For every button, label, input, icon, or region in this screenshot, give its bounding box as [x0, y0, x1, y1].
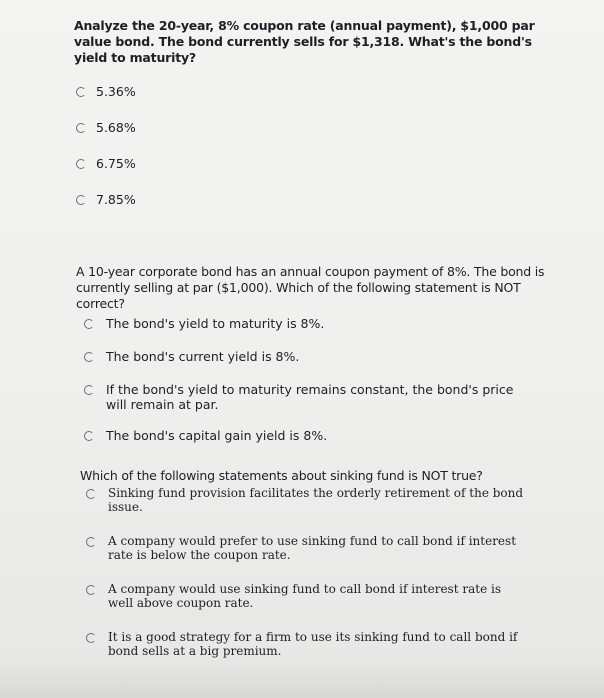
q1-option-4-label: 7.85% — [96, 192, 136, 207]
q1-option-3-label: 6.75% — [96, 156, 136, 171]
q3-option-2-label: A company would prefer to use sinking fund to call bond if interest rate is below the coupon rate. — [108, 534, 517, 562]
radio-icon[interactable] — [76, 123, 86, 133]
radio-icon[interactable] — [86, 489, 96, 499]
question-1-stem: Analyze the 20-year, 8% coupon rate (annual payment), $1,000 par value bond. The bond currently sells for $1,318. What's the bond's yield to maturity? — [74, 18, 535, 65]
q1-option-3[interactable] — [76, 156, 554, 192]
radio-icon[interactable] — [84, 385, 94, 395]
q2-option-2-label: The bond's current yield is 8%. — [106, 349, 300, 364]
radio-icon[interactable] — [86, 633, 96, 643]
q1-option-1[interactable] — [76, 84, 554, 120]
q1-option-4[interactable] — [76, 192, 554, 228]
radio-icon[interactable] — [86, 585, 96, 595]
question-3 — [80, 468, 560, 658]
question-1 — [74, 18, 554, 228]
q3-option-3[interactable] — [86, 582, 560, 610]
q1-option-2[interactable] — [76, 120, 554, 156]
q2-option-1-label: The bond's yield to maturity is 8%. — [106, 316, 325, 331]
bottom-edge — [0, 692, 604, 698]
q3-option-1[interactable] — [86, 486, 560, 514]
radio-icon[interactable] — [76, 87, 86, 97]
q1-option-1-label: 5.36% — [96, 84, 136, 99]
q1-option-2-label: 5.68% — [96, 120, 136, 135]
question-2 — [76, 264, 556, 443]
radio-icon[interactable] — [86, 537, 96, 547]
radio-icon[interactable] — [84, 431, 94, 441]
q2-option-3-label: If the bond's yield to maturity remains constant, the bond's price will remain at par. — [106, 382, 514, 412]
radio-icon[interactable] — [84, 352, 94, 362]
question-3-stem: Which of the following statements about sinking fund is NOT true? — [80, 468, 483, 483]
question-2-stem: A 10-year corporate bond has an annual coupon payment of 8%. The bond is currently selling at par ($1,000). Which of the following statement is NOT correct? — [76, 264, 545, 311]
q3-option-2[interactable] — [86, 534, 560, 562]
q2-option-3[interactable] — [84, 382, 556, 412]
q3-option-4-label: It is a good strategy for a firm to use its sinking fund to call bond if bond sells at a big premium. — [108, 630, 518, 658]
radio-icon[interactable] — [76, 195, 86, 205]
q3-option-1-label: Sinking fund provision facilitates the orderly retirement of the bond issue. — [108, 486, 524, 514]
q2-option-2[interactable] — [84, 349, 556, 364]
question-1-options — [76, 84, 554, 228]
q2-option-4[interactable] — [84, 428, 556, 443]
q3-option-3-label: A company would use sinking fund to call bond if interest rate is well above coupon rate. — [108, 582, 501, 610]
radio-icon[interactable] — [84, 319, 94, 329]
q2-option-4-label: The bond's capital gain yield is 8%. — [106, 428, 328, 443]
q3-option-4[interactable] — [86, 630, 560, 658]
radio-icon[interactable] — [76, 159, 86, 169]
q2-option-1[interactable] — [84, 316, 556, 331]
